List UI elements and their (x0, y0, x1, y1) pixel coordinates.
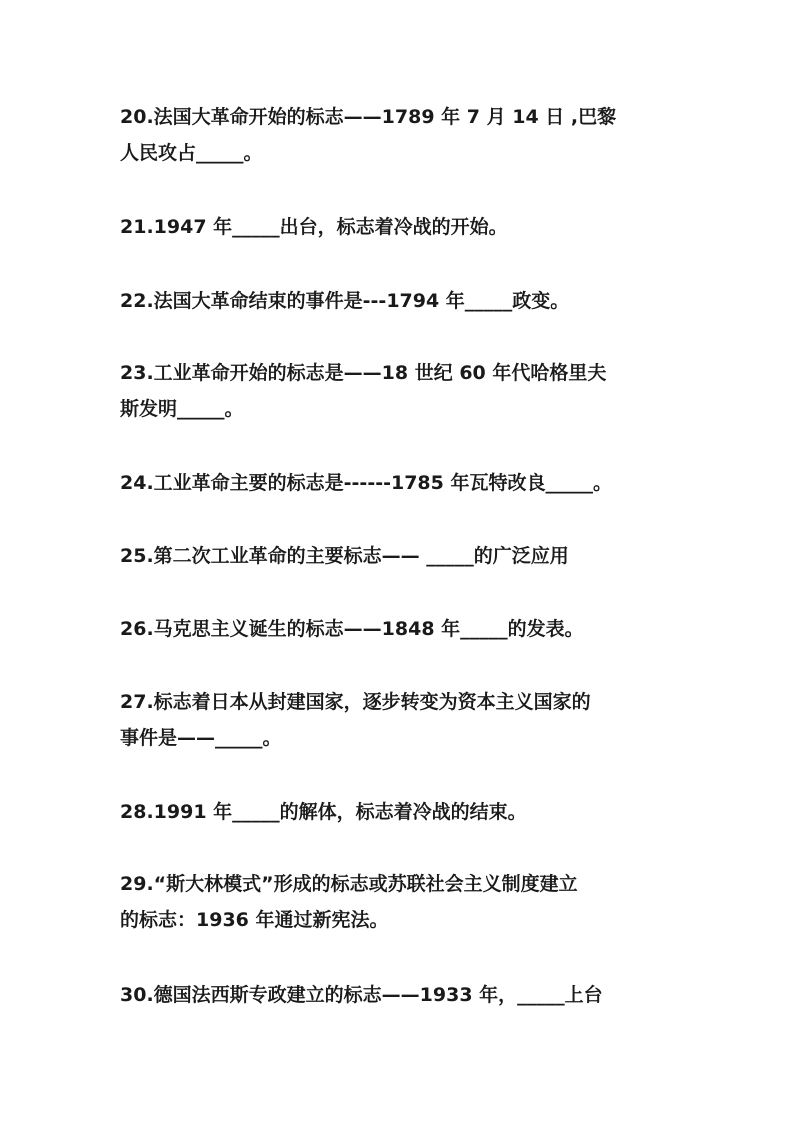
question-line: 26.马克思主义诞生的标志——1848 年_____的发表。 (120, 618, 584, 640)
question-line: 22.法国大革命结束的事件是---1794 年_____政变。 (120, 290, 570, 312)
question-29 (120, 866, 680, 938)
question-line: 29.“斯大林模式”形成的标志或苏联社会主义制度建立 (120, 873, 578, 895)
question-28 (120, 794, 680, 830)
question-22 (120, 283, 680, 319)
question-line: 的标志：1936 年通过新宪法。 (120, 909, 389, 931)
question-23 (120, 355, 680, 427)
question-30 (120, 977, 680, 1013)
question-24 (120, 465, 680, 501)
question-line: 斯发明_____。 (120, 398, 244, 420)
question-line: 25.第二次工业革命的主要标志—— _____的广泛应用 (120, 545, 569, 567)
question-27 (120, 684, 680, 756)
question-21 (120, 209, 680, 245)
question-line: 27.标志着日本从封建国家，逐步转变为资本主义国家的 (120, 691, 591, 713)
question-line: 28.1991 年_____的解体，标志着冷战的结束。 (120, 801, 527, 823)
question-line: 事件是——_____。 (120, 727, 282, 749)
question-line: 30.德国法西斯专政建立的标志——1933 年，_____上台 (120, 984, 603, 1006)
question-line: 23.工业革命开始的标志是——18 世纪 60 年代哈格里夫 (120, 362, 607, 384)
question-line: 20.法国大革命开始的标志——1789 年 7 月 14 日 ,巴黎 (120, 106, 617, 128)
question-20 (120, 99, 680, 171)
question-line: 人民攻占_____。 (120, 142, 263, 164)
question-line: 21.1947 年_____出台，标志着冷战的开始。 (120, 216, 508, 238)
question-26 (120, 611, 680, 647)
question-line: 24.工业革命主要的标志是------1785 年瓦特改良_____。 (120, 472, 612, 494)
question-25 (120, 538, 680, 574)
